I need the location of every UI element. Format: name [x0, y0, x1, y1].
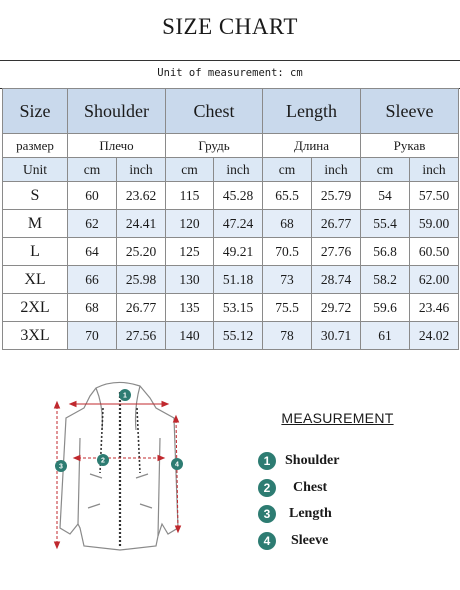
- legend-number-badge: 4: [258, 532, 276, 550]
- value-cell: 66: [68, 266, 117, 294]
- unit-cell: Unit: [3, 158, 68, 182]
- value-cell: 49.21: [214, 238, 263, 266]
- value-cell: 115: [166, 182, 214, 210]
- russian-cell-sleeve: Рукав: [361, 134, 459, 158]
- unit-cell: inch: [312, 158, 361, 182]
- value-cell: 60: [68, 182, 117, 210]
- header-cell-shoulder: Shoulder: [68, 89, 166, 134]
- header-cell-sleeve: Sleeve: [361, 89, 459, 134]
- legend-label: Chest: [293, 479, 328, 495]
- table-row: [3, 238, 459, 266]
- size-cell: 3XL: [3, 322, 68, 350]
- unit-note: Unit of measurement: cm: [157, 67, 303, 79]
- value-cell: 70.5: [263, 238, 312, 266]
- unit-cell: inch: [410, 158, 459, 182]
- value-cell: 62.00: [410, 266, 459, 294]
- value-cell: 59.00: [410, 210, 459, 238]
- size-cell: XL: [3, 266, 68, 294]
- value-cell: 60.50: [410, 238, 459, 266]
- page-title: SIZE CHART: [162, 14, 298, 39]
- table-row: [3, 322, 459, 350]
- russian-cell-length: Длина: [263, 134, 361, 158]
- size-cell: M: [3, 210, 68, 238]
- table-row: [3, 182, 459, 210]
- value-cell: 68: [263, 210, 312, 238]
- value-cell: 30.71: [312, 322, 361, 350]
- russian-cell-chest: Грудь: [166, 134, 263, 158]
- value-cell: 51.18: [214, 266, 263, 294]
- value-cell: 25.20: [117, 238, 166, 266]
- size-table: [2, 88, 459, 350]
- unit-cell: cm: [361, 158, 410, 182]
- unit-cell: inch: [117, 158, 166, 182]
- value-cell: 75.5: [263, 294, 312, 322]
- unit-cell: cm: [263, 158, 312, 182]
- value-cell: 47.24: [214, 210, 263, 238]
- value-cell: 62: [68, 210, 117, 238]
- legend-label: Length: [289, 506, 332, 521]
- value-cell: 135: [166, 294, 214, 322]
- value-cell: 27.56: [117, 322, 166, 350]
- value-cell: 26.77: [312, 210, 361, 238]
- russian-cell-shoulder: Плечо: [68, 134, 166, 158]
- value-cell: 68: [68, 294, 117, 322]
- value-cell: 29.72: [312, 294, 361, 322]
- header-cell-size: Size: [3, 89, 68, 134]
- value-cell: 27.76: [312, 238, 361, 266]
- unit-cell: cm: [166, 158, 214, 182]
- svg-text:2: 2: [101, 457, 105, 465]
- size-cell: S: [3, 182, 68, 210]
- value-cell: 78: [263, 322, 312, 350]
- svg-text:1: 1: [123, 392, 127, 400]
- legend-label: Sleeve: [291, 532, 329, 548]
- value-cell: 58.2: [361, 266, 410, 294]
- value-cell: 45.28: [214, 182, 263, 210]
- divider-top: [0, 60, 460, 61]
- value-cell: 23.62: [117, 182, 166, 210]
- legend-label: Shoulder: [285, 453, 340, 468]
- svg-text:3: 3: [59, 463, 63, 471]
- value-cell: 73: [263, 266, 312, 294]
- russian-row: [3, 134, 459, 158]
- table-row: [3, 294, 459, 322]
- value-cell: 56.8: [361, 238, 410, 266]
- value-cell: 55.4: [361, 210, 410, 238]
- value-cell: 24.02: [410, 322, 459, 350]
- value-cell: 140: [166, 322, 214, 350]
- legend-number-badge: 1: [258, 452, 276, 470]
- header-row: [3, 89, 459, 134]
- value-cell: 24.41: [117, 210, 166, 238]
- value-cell: 28.74: [312, 266, 361, 294]
- value-cell: 59.6: [361, 294, 410, 322]
- value-cell: 54: [361, 182, 410, 210]
- value-cell: 55.12: [214, 322, 263, 350]
- value-cell: 120: [166, 210, 214, 238]
- legend-number-badge: 2: [258, 479, 276, 497]
- value-cell: 70: [68, 322, 117, 350]
- value-cell: 130: [166, 266, 214, 294]
- size-cell: L: [3, 238, 68, 266]
- value-cell: 53.15: [214, 294, 263, 322]
- header-cell-chest: Chest: [166, 89, 263, 134]
- jacket-diagram-icon: [44, 378, 194, 578]
- value-cell: 125: [166, 238, 214, 266]
- size-cell: 2XL: [3, 294, 68, 322]
- units-row: [3, 158, 459, 182]
- unit-cell: cm: [68, 158, 117, 182]
- header-cell-length: Length: [263, 89, 361, 134]
- value-cell: 26.77: [117, 294, 166, 322]
- value-cell: 25.98: [117, 266, 166, 294]
- legend-number-badge: 3: [258, 505, 276, 523]
- value-cell: 65.5: [263, 182, 312, 210]
- value-cell: 23.46: [410, 294, 459, 322]
- value-cell: 57.50: [410, 182, 459, 210]
- table-row: [3, 210, 459, 238]
- svg-text:4: 4: [175, 461, 179, 469]
- value-cell: 25.79: [312, 182, 361, 210]
- table-row: [3, 266, 459, 294]
- measurement-title: MEASUREMENT: [281, 410, 394, 426]
- value-cell: 61: [361, 322, 410, 350]
- value-cell: 64: [68, 238, 117, 266]
- unit-cell: inch: [214, 158, 263, 182]
- russian-cell-size: размер: [3, 134, 68, 158]
